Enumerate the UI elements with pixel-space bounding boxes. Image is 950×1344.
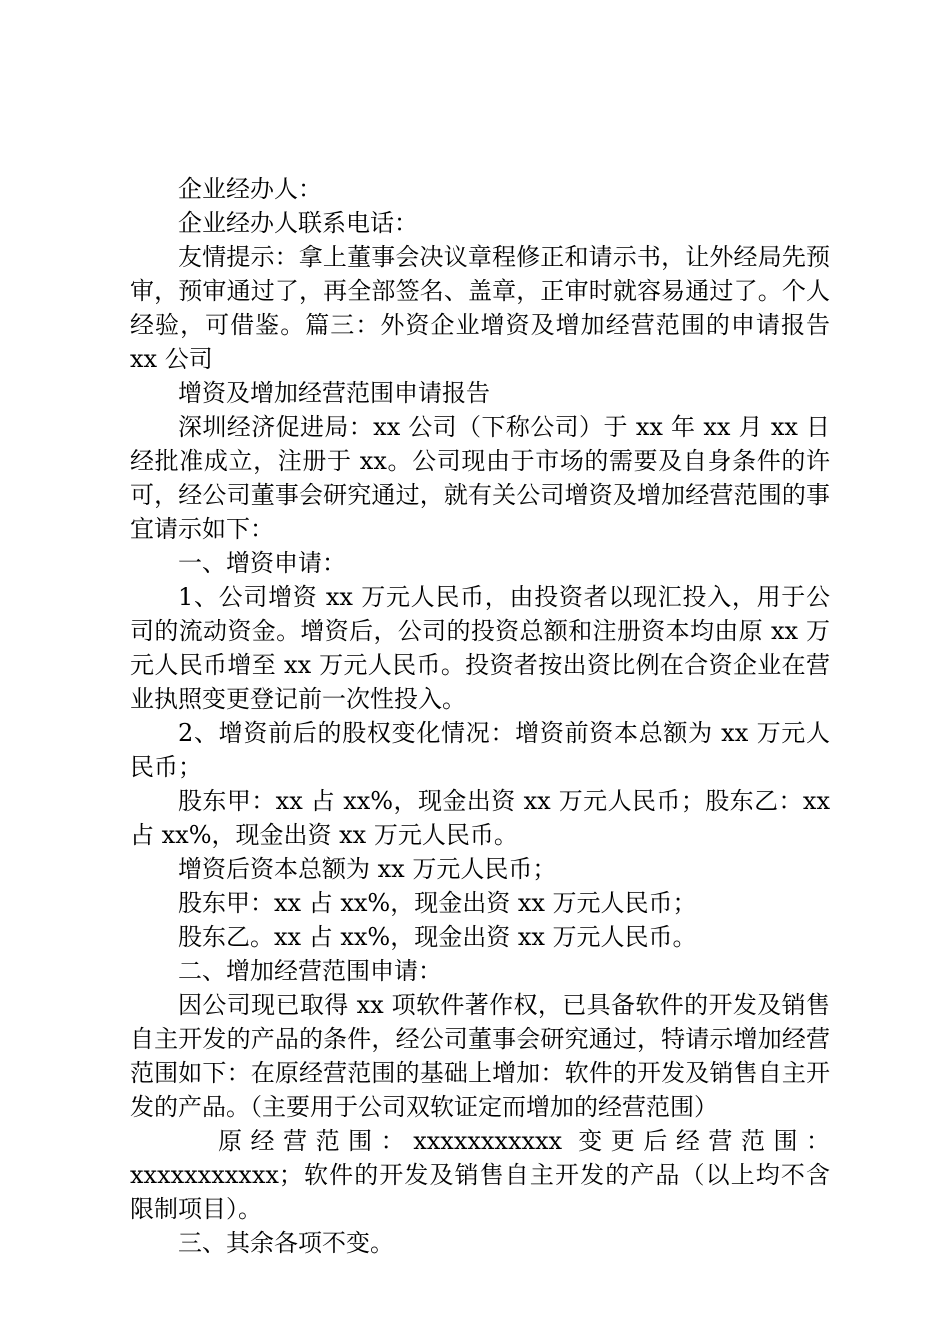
tip-paragraph: 友情提示：拿上董事会决议章程修正和请示书，让外经局先预审，预审通过了，再全部签名、盖章，正审时就容易通过了。个人经验，可借鉴。篇三：外资企业增资及增加经营范围的申请报告 xx 公司 xyxy=(130,243,830,373)
report-title: 增资及增加经营范围申请报告 xyxy=(178,379,490,407)
section-heading-capital: 一、增资申请： xyxy=(178,549,346,577)
section-heading-other: 三、其余各项不变。 xyxy=(178,1229,394,1257)
section-heading-scope: 二、增加经营范围申请： xyxy=(178,957,442,985)
scope-paragraph: 因公司现已取得 xx 项软件著作权，已具备软件的开发及销售自主开发的产品的条件，经公司董事会研究通过，特请示增加经营范围如下：在原经营范围的基础上增加：软件的开发及销售自主开发的产品。（主要用于公司双软证定而增加的经营范围） xyxy=(130,991,830,1121)
intro-paragraph: 深圳经济促进局：xx 公司（下称公司）于 xx 年 xx 月 xx 日经批准成立，注册于 xx。公司现由于市场的需要及自身条件的许可，经公司董事会研究通过，就有关公司增资及增加经营范围的事宜请示如下： xyxy=(130,413,830,543)
document-page xyxy=(130,172,830,1260)
shareholders-before: 股东甲：xx 占 xx%，现金出资 xx 万元人民币；股东乙：xx 占 xx%，现金出资 xx 万元人民币。 xyxy=(130,787,830,849)
capital-after-line: 增资后资本总额为 xx 万元人民币； xyxy=(178,855,557,883)
shareholder-b-after: 股东乙。xx 占 xx%，现金出资 xx 万元人民币。 xyxy=(178,923,697,951)
scope-change-paragraph: 原经营范围：xxxxxxxxxxx 变更后经营范围：xxxxxxxxxxx；软件的开发及销售自主开发的产品（以上均不含限制项目）。 xyxy=(130,1127,830,1223)
capital-item-2: 2、增资前后的股权变化情况：增资前资本总额为 xx 万元人民币； xyxy=(130,719,830,781)
handler-line: 企业经办人： xyxy=(178,175,322,203)
capital-item-1: 1、公司增资 xx 万元人民币，由投资者以现汇投入，用于公司的流动资金。增资后，公司的投资总额和注册资本均由原 xx 万元人民币增至 xx 万元人民币。投资者按出资比例在合资企业在营业执照变更登记前一次性投入。 xyxy=(130,583,830,713)
shareholder-a-after: 股东甲：xx 占 xx%，现金出资 xx 万元人民币； xyxy=(178,889,697,917)
handler-phone-line: 企业经办人联系电话： xyxy=(178,209,418,237)
